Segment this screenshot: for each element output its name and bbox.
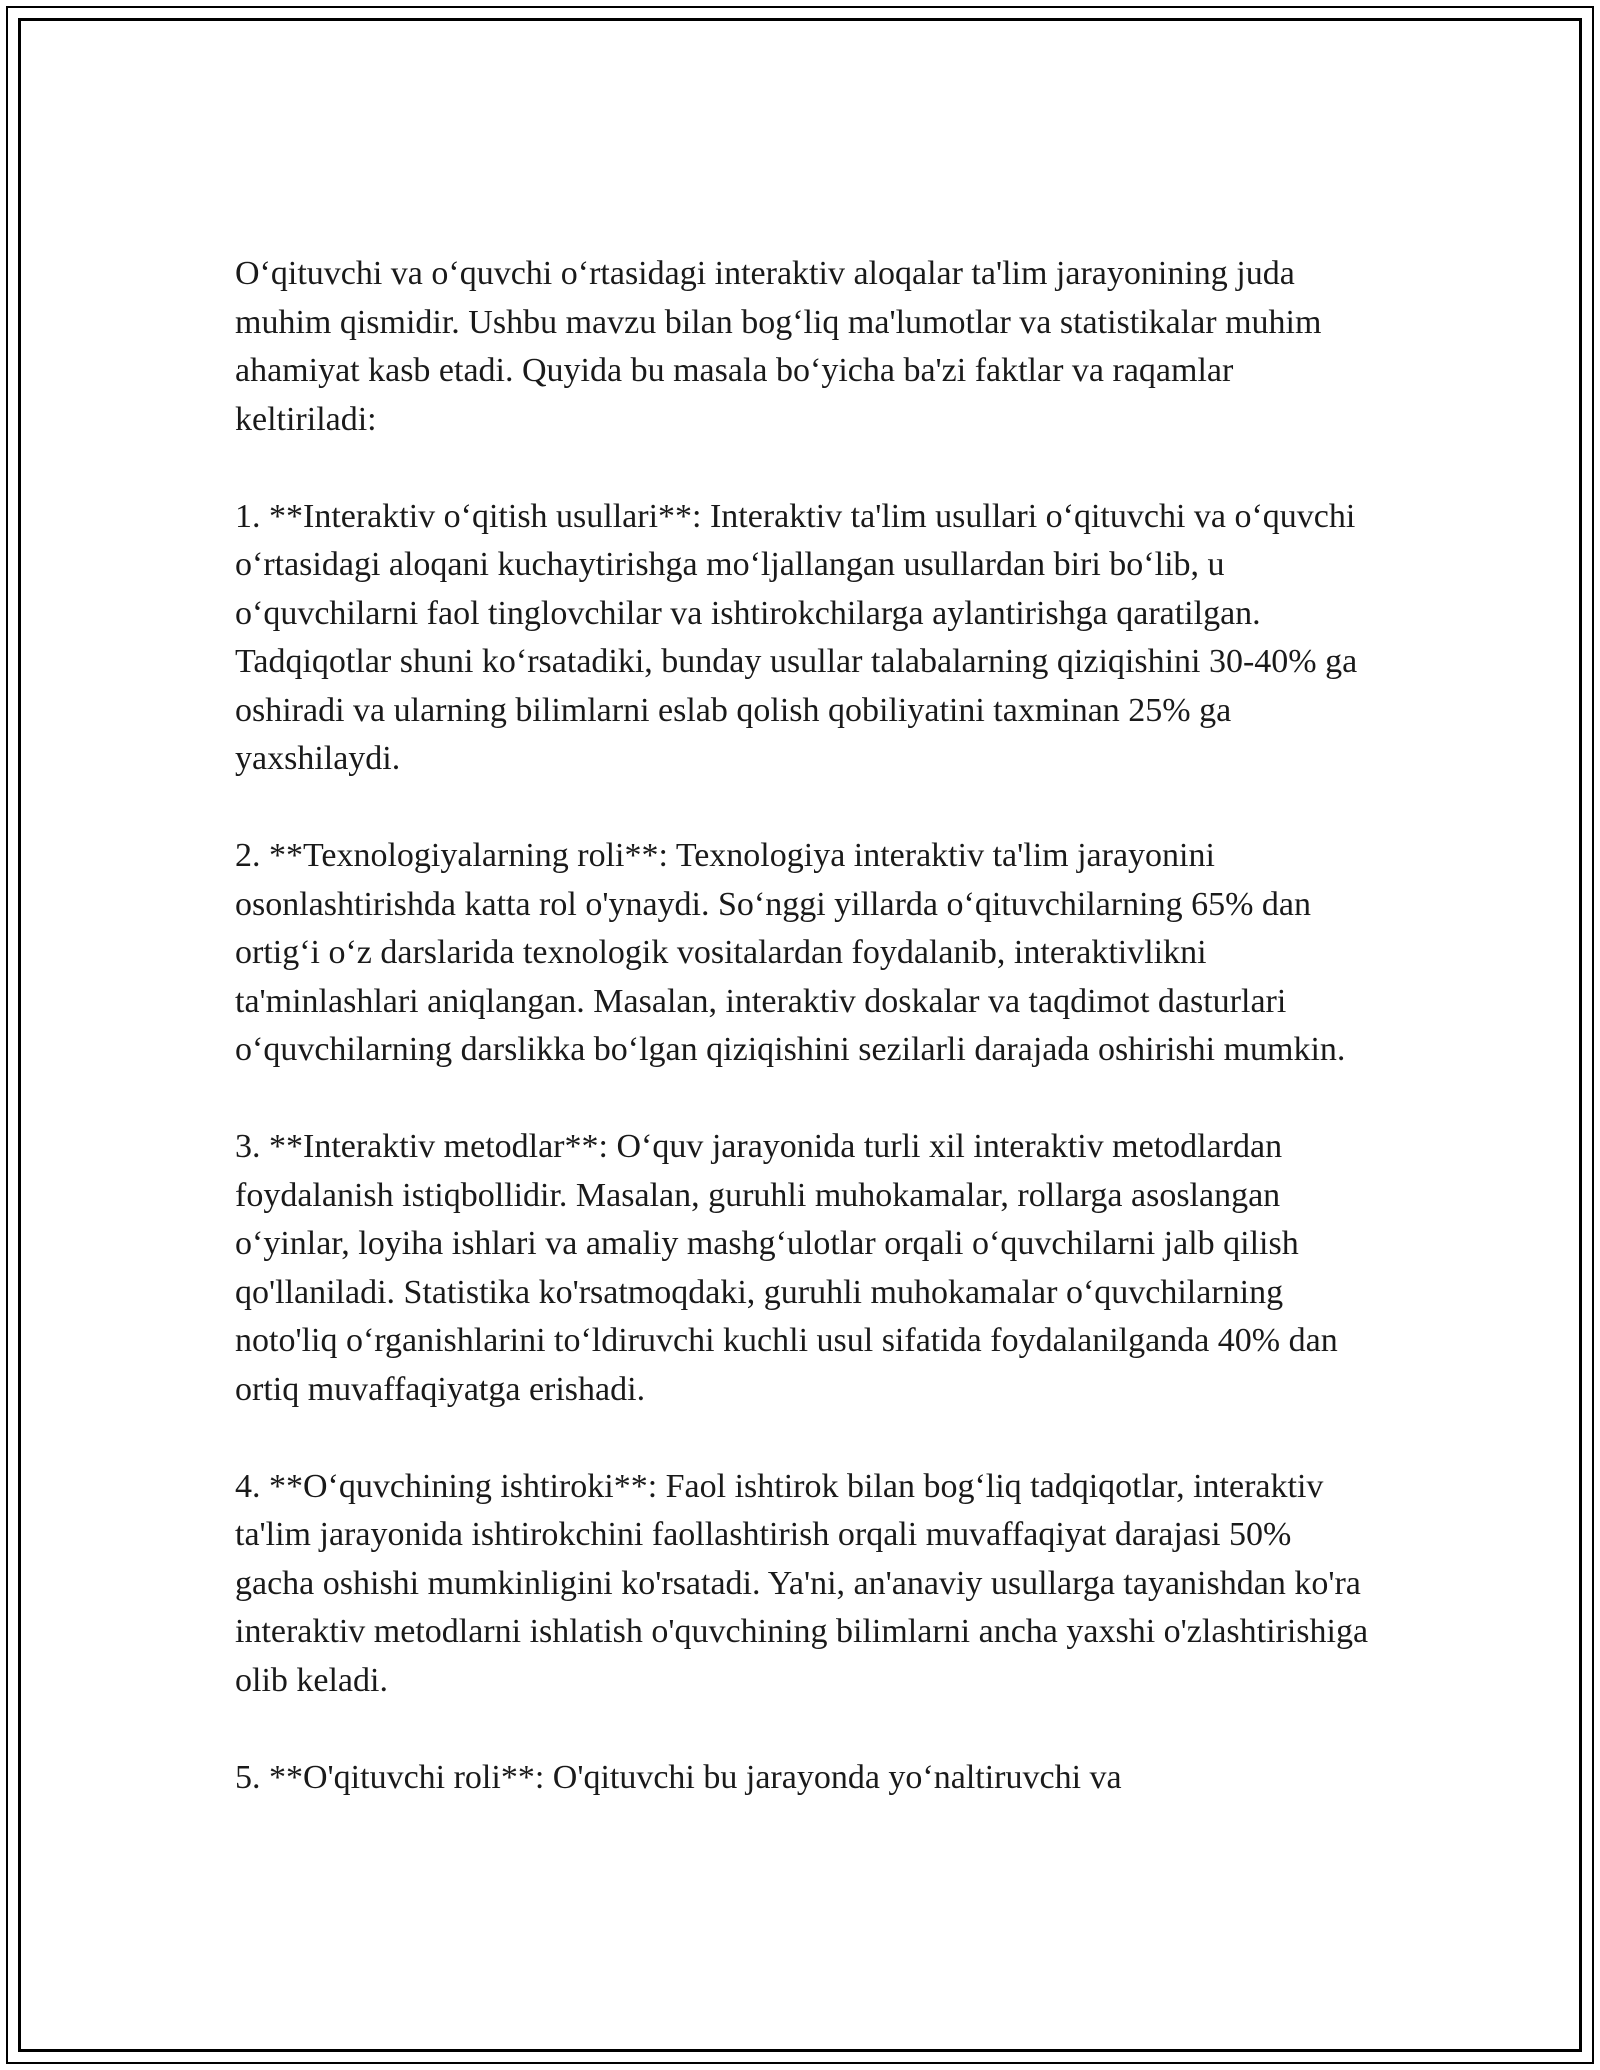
point-4-paragraph: 4. **Oʻquvchining ishtiroki**: Faol ishtirok bilan bogʻliq tadqiqotlar, interaktiv ta'lim jarayonida ishtirokchini faollashtirish orqali muvaffaqiyat darajasi 50% gacha oshishi mumkinligini ko'rsatadi. Ya'ni, an'anaviy usullarga tayanishdan ko'ra interaktiv metodlarni ishlatish o'quvchining bilimlarni ancha yaxshi o'zlashtirishiga olib keladi. <box>235 1467 1369 1699</box>
point-3-paragraph: 3. **Interaktiv metodlar**: Oʻquv jarayonida turli xil interaktiv metodlardan foydalanish istiqbollidir. Masalan, guruhli muhokamalar, rollarga asoslangan oʻyinlar, loyiha ishlari va amaliy mashgʻulotlar orqali oʻquvchilarni jalb qilish qo'llaniladi. Statistika ko'rsatmoqdaki, guruhli muhokamalar oʻquvchilarning noto'liq oʻrganishlarini toʻldiruvchi kuchli usul sifatida foydalanilganda 40% dan ortiq muvaffaqiyatga erishadi. <box>235 1128 1338 1408</box>
point-5-paragraph: 5. **O'qituvchi roli**: O'qituvchi bu jarayonda yoʻnaltiruvchi va <box>235 1758 1122 1796</box>
point-1-paragraph: 1. **Interaktiv oʻqitish usullari**: Interaktiv ta'lim usullari oʻqituvchi va oʻquvchi oʻrtasidagi aloqani kuchaytirishga moʻljallangan usullardan biri boʻlib, u oʻquvchilarni faol tinglovchilar va ishtirokchilarga aylantirishga qaratilgan. Tadqiqotlar shuni koʻrsatadiki, bunday usullar talabalarning qiziqishini 30-40% ga oshiradi va ularning bilimlarni eslab qolish qobiliyatini taxminan 25% ga yaxshilaydi. <box>235 497 1358 777</box>
point-2-paragraph: 2. **Texnologiyalarning roli**: Texnologiya interaktiv ta'lim jarayonini osonlashtirishda katta rol o'ynaydi. Soʻnggi yillarda oʻqituvchilarning 65% dan ortigʻi oʻz darslarida texnologik vositalardan foydalanib, interaktivlikni ta'minlashlari aniqlangan. Masalan, interaktiv doskalar va taqdimot dasturlari oʻquvchilarning darslikka boʻlgan qiziqishini sezilarli darajada oshirishi mumkin. <box>235 837 1346 1068</box>
document-body <box>235 250 1375 1851</box>
intro-paragraph: Oʻqituvchi va oʻquvchi oʻrtasidagi interaktiv aloqalar ta'lim jarayonining juda muhim qismidir. Ushbu mavzu bilan bogʻliq ma'lumotlar va statistikalar muhim ahamiyat kasb etadi. Quyida bu masala boʻyicha ba'zi faktlar va raqamlar keltiriladi: <box>235 255 1322 438</box>
